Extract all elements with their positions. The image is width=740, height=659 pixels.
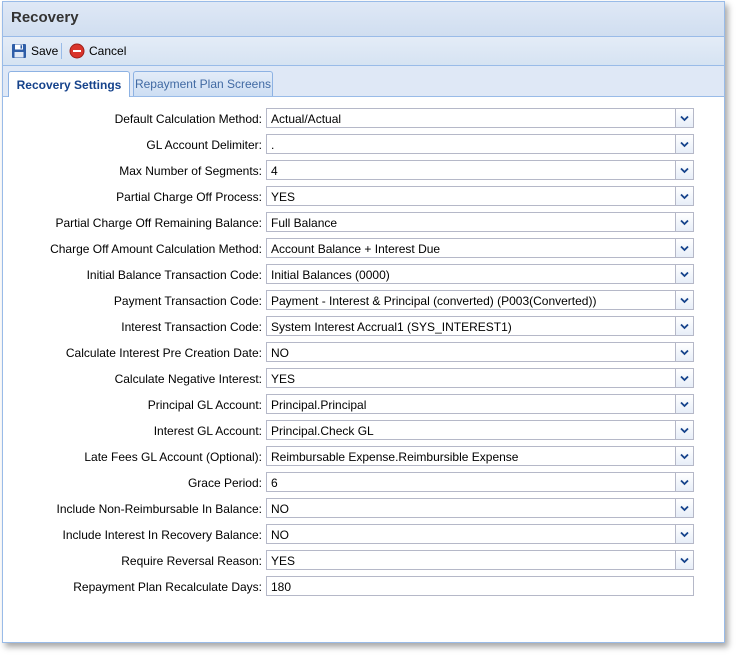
combo-box[interactable] (266, 108, 694, 128)
save-button[interactable] (11, 42, 58, 60)
chevron-down-icon (680, 349, 689, 356)
dropdown-trigger[interactable] (675, 265, 693, 283)
dropdown-trigger[interactable] (675, 291, 693, 309)
dropdown-trigger[interactable] (675, 317, 693, 335)
field-label: Charge Off Amount Calculation Method: (50, 242, 262, 256)
field-label: Grace Period: (187, 476, 262, 490)
chevron-down-icon (680, 297, 689, 304)
field-label: Principal GL Account: (147, 398, 262, 412)
field-value: Account Balance + Interest Due (271, 242, 441, 256)
form-row (3, 524, 724, 546)
text-input[interactable] (266, 576, 694, 596)
field-value: 6 (271, 476, 278, 490)
form-row (3, 446, 724, 468)
dropdown-trigger[interactable] (675, 239, 693, 257)
field-value: NO (271, 528, 289, 542)
tab-recovery-settings[interactable]: Recovery Settings (8, 71, 130, 97)
dropdown-trigger[interactable] (675, 421, 693, 439)
form-row (3, 212, 724, 234)
form-row (3, 576, 724, 598)
field-label: Default Calculation Method: (114, 112, 262, 126)
field-label: Max Number of Segments: (119, 164, 262, 178)
field-value: Initial Balances (0000) (271, 268, 390, 282)
chevron-down-icon (680, 453, 689, 460)
toolbar-separator (61, 43, 62, 59)
window-title: Recovery (11, 9, 79, 26)
combo-box[interactable] (266, 550, 694, 570)
combo-box[interactable] (266, 394, 694, 414)
dropdown-trigger[interactable] (675, 499, 693, 517)
dropdown-trigger[interactable] (675, 213, 693, 231)
combo-box[interactable] (266, 472, 694, 492)
field-value: Full Balance (271, 216, 338, 230)
field-label: Calculate Interest Pre Creation Date: (65, 346, 262, 360)
combo-box[interactable] (266, 290, 694, 310)
field-label: Include Non-Reimbursable In Balance: (56, 502, 262, 516)
combo-box[interactable] (266, 316, 694, 336)
field-value: System Interest Accrual1 (SYS_INTEREST1) (271, 320, 512, 334)
chevron-down-icon (680, 531, 689, 538)
dropdown-trigger[interactable] (675, 447, 693, 465)
field-value: Reimbursable Expense.Reimbursible Expense (271, 450, 519, 464)
combo-box[interactable] (266, 160, 694, 180)
recovery-window (2, 1, 725, 643)
form-row (3, 134, 724, 156)
chevron-down-icon (680, 141, 689, 148)
cancel-button-label: Cancel (89, 44, 127, 58)
window-titlebar (3, 2, 724, 37)
toolbar (3, 37, 724, 66)
field-label: Payment Transaction Code: (113, 294, 262, 308)
field-label: Repayment Plan Recalculate Days: (73, 580, 262, 594)
field-value: 4 (271, 164, 278, 178)
chevron-down-icon (680, 115, 689, 122)
chevron-down-icon (680, 219, 689, 226)
floppy-disk-icon (11, 43, 27, 59)
field-label: Include Interest In Recovery Balance: (62, 528, 262, 542)
dropdown-trigger[interactable] (675, 187, 693, 205)
field-label: Partial Charge Off Process: (116, 190, 262, 204)
combo-box[interactable] (266, 446, 694, 466)
form-row (3, 186, 724, 208)
field-value: . (271, 138, 275, 152)
field-value: 180 (271, 580, 292, 594)
dropdown-trigger[interactable] (675, 135, 693, 153)
field-value: Principal.Check GL (271, 424, 374, 438)
cancel-circle-icon (69, 43, 85, 59)
form-row (3, 160, 724, 182)
field-value: YES (271, 372, 296, 386)
chevron-down-icon (680, 193, 689, 200)
combo-box[interactable] (266, 524, 694, 544)
chevron-down-icon (680, 167, 689, 174)
combo-box[interactable] (266, 264, 694, 284)
dropdown-trigger[interactable] (675, 395, 693, 413)
tab-strip (3, 66, 724, 97)
combo-box[interactable] (266, 238, 694, 258)
field-value: YES (271, 190, 296, 204)
dropdown-trigger[interactable] (675, 109, 693, 127)
form-row (3, 316, 724, 338)
field-label: Calculate Negative Interest: (114, 372, 262, 386)
field-value: Principal.Principal (271, 398, 367, 412)
chevron-down-icon (680, 557, 689, 564)
form-row (3, 342, 724, 364)
form-row (3, 498, 724, 520)
tab-repayment-plan-screens[interactable]: Repayment Plan Screens (133, 71, 273, 96)
field-label: Partial Charge Off Remaining Balance: (55, 216, 262, 230)
field-label: GL Account Delimiter: (146, 138, 262, 152)
form-row (3, 264, 724, 286)
field-value: Payment - Interest & Principal (converted) (P003(Converted)) (271, 294, 597, 308)
field-label: Interest Transaction Code: (121, 320, 262, 334)
form-row (3, 238, 724, 260)
form-row (3, 108, 724, 130)
combo-box[interactable] (266, 342, 694, 362)
chevron-down-icon (680, 323, 689, 330)
combo-box[interactable] (266, 498, 694, 518)
form-row (3, 550, 724, 572)
dropdown-trigger[interactable] (675, 343, 693, 361)
combo-box[interactable] (266, 134, 694, 154)
field-value: NO (271, 502, 289, 516)
dropdown-trigger[interactable] (675, 473, 693, 491)
dropdown-trigger[interactable] (675, 525, 693, 543)
chevron-down-icon (680, 505, 689, 512)
field-value: Actual/Actual (271, 112, 342, 126)
field-label: Late Fees GL Account (Optional): (84, 450, 262, 464)
chevron-down-icon (680, 271, 689, 278)
chevron-down-icon (680, 479, 689, 486)
chevron-down-icon (680, 401, 689, 408)
dropdown-trigger[interactable] (675, 161, 693, 179)
field-value: NO (271, 346, 289, 360)
chevron-down-icon (680, 375, 689, 382)
combo-box[interactable] (266, 186, 694, 206)
combo-box[interactable] (266, 212, 694, 232)
field-value: YES (271, 554, 296, 568)
save-button-label: Save (31, 44, 59, 58)
combo-box[interactable] (266, 420, 694, 440)
form-row (3, 368, 724, 390)
form-row (3, 290, 724, 312)
combo-box[interactable] (266, 368, 694, 388)
form-row (3, 420, 724, 442)
form-row (3, 472, 724, 494)
dropdown-trigger[interactable] (675, 551, 693, 569)
field-label: Interest GL Account: (153, 424, 262, 438)
cancel-button[interactable] (69, 42, 126, 60)
dropdown-trigger[interactable] (675, 369, 693, 387)
chevron-down-icon (680, 427, 689, 434)
chevron-down-icon (680, 245, 689, 252)
form-row (3, 394, 724, 416)
field-label: Initial Balance Transaction Code: (86, 268, 262, 282)
field-label: Require Reversal Reason: (121, 554, 262, 568)
